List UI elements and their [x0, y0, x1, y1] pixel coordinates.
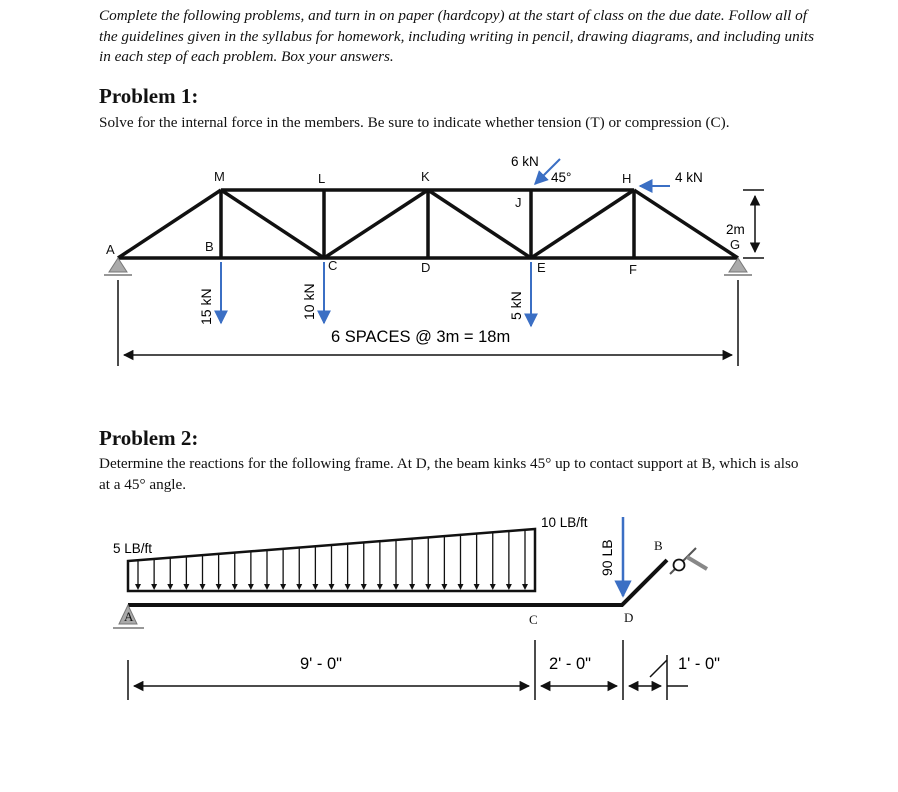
frame-dimensions	[128, 640, 688, 700]
joint-label-f: F	[629, 262, 637, 277]
load-arrow-head	[361, 584, 367, 590]
joint-label-k: K	[421, 169, 430, 184]
joint-label-g: G	[730, 237, 741, 252]
load-arrow-head	[167, 584, 173, 590]
dimension-label-3: 1' - 0"	[678, 655, 721, 673]
load-label-e: 5 kN	[508, 291, 524, 320]
load-right-label: 10 LB/ft	[541, 515, 588, 530]
problem2-heading: Problem 2:	[99, 426, 199, 450]
inclined-load-label: 6 kN	[511, 154, 539, 169]
joint-label-h: H	[622, 171, 632, 186]
load-arrow-head	[312, 584, 318, 590]
joint-label-e: E	[537, 260, 546, 275]
load-arrow-head	[232, 584, 238, 590]
load-arrow-head	[248, 584, 254, 590]
load-arrow-head	[183, 584, 189, 590]
joint-label-j: J	[515, 195, 522, 210]
dimension-label-2: 2' - 0"	[549, 655, 592, 673]
joint-label-a: A	[106, 242, 115, 257]
instructions-text: Complete the following problems, and turn in on paper (hardcopy) at the start of class on the due date. Follow all of the guidelines given in the syllabus for homework, including writing in pencil, drawing diagrams, and including units in each step of each problem. Box your answers.	[99, 7, 815, 65]
load-arrow-head	[458, 584, 464, 590]
load-arrow-head	[474, 584, 480, 590]
joint-label-b: B	[205, 239, 214, 254]
support-label-b: B	[654, 538, 663, 553]
horizontal-load-label: 4 kN	[675, 170, 703, 185]
load-arrow-head	[345, 584, 351, 590]
load-arrow-head	[200, 584, 206, 590]
load-arrow-head	[425, 584, 431, 590]
joint-label-d: D	[421, 260, 431, 275]
problem2-text: Determine the reactions for the following frame. At D, the beam kinks 45° up to contact support at B, which is also at a 45° angle.	[99, 455, 799, 493]
point-label-d: D	[624, 610, 634, 625]
point-load-label: 90 LB	[599, 539, 615, 576]
load-angle-label: 45°	[551, 170, 572, 185]
load-arrow-head	[329, 584, 335, 590]
load-left-label: 5 LB/ft	[113, 541, 153, 556]
frame-beam	[128, 560, 667, 605]
load-arrow-head	[280, 584, 286, 590]
load-arrow-head	[506, 584, 512, 590]
load-arrow-head	[296, 584, 302, 590]
problem1-heading: Problem 1:	[99, 84, 199, 108]
load-arrow-head	[135, 584, 141, 590]
load-arrow-head	[377, 584, 383, 590]
load-arrow-head	[151, 584, 157, 590]
load-arrow-head	[409, 584, 415, 590]
load-label-c: 10 kN	[301, 283, 317, 320]
joint-label-m: M	[214, 169, 225, 184]
problem1-text: Solve for the internal force in the members. Be sure to indicate whether tension (T) or compression (C).	[99, 114, 730, 131]
load-arrow-head	[441, 584, 447, 590]
support-label-a: A	[124, 609, 134, 624]
load-label-b: 15 kN	[198, 288, 214, 325]
roller-support-b	[670, 548, 707, 574]
point-label-c: C	[529, 612, 538, 627]
height-label: 2m	[726, 222, 745, 237]
load-arrow-head	[490, 584, 496, 590]
distributed-load-arrows	[135, 530, 528, 590]
joint-label-l: L	[318, 171, 326, 186]
load-arrow-head	[264, 584, 270, 590]
joint-label-c: C	[328, 258, 338, 273]
span-label: 6 SPACES @ 3m = 18m	[331, 328, 511, 346]
load-arrow-head	[522, 584, 528, 590]
load-arrow-head	[393, 584, 399, 590]
dimension-label-1: 9' - 0"	[300, 655, 343, 673]
load-arrow-head	[216, 584, 222, 590]
